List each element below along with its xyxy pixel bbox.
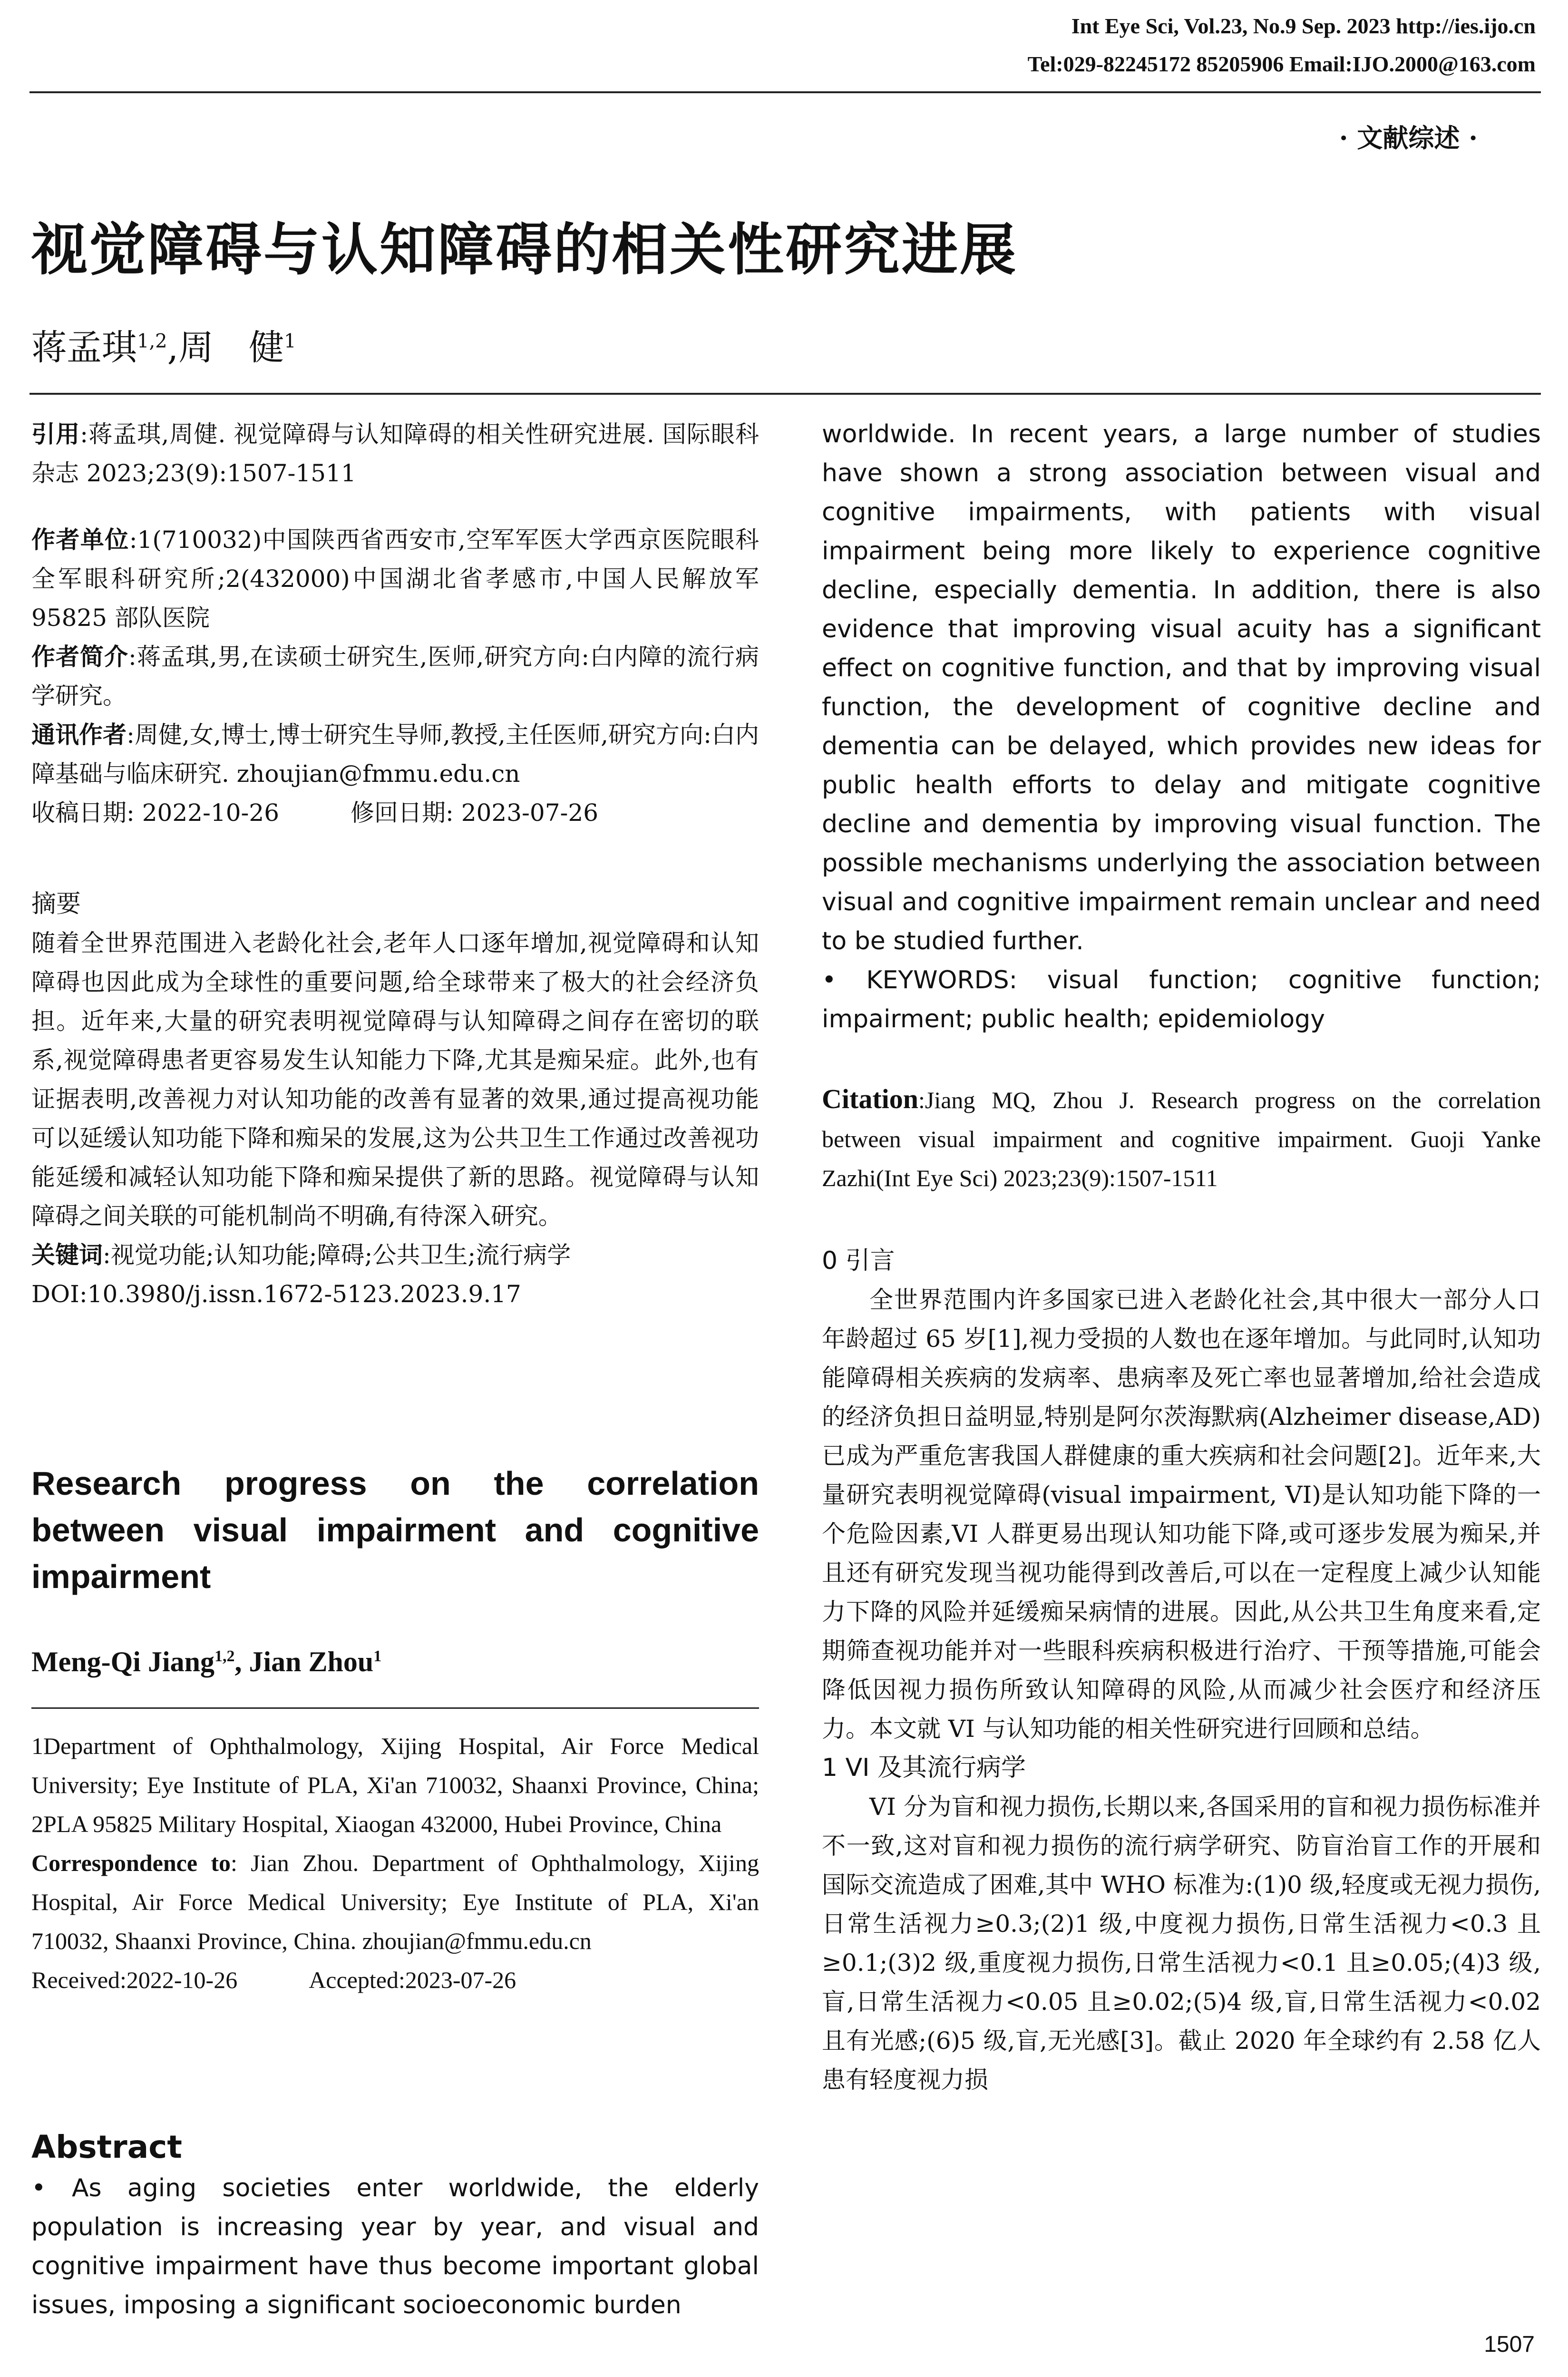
bio-zh — [31, 637, 759, 715]
citation-zh-text: :蒋孟琪,周健. 视觉障碍与认知障碍的相关性研究进展. 国际眼科杂志 2023;23(9):1507-1511 — [31, 420, 760, 487]
section-tag: · 文献综述 · — [1339, 123, 1478, 153]
article-title: 视觉障碍与认知障碍的相关性研究进展 — [31, 217, 1018, 283]
journal-header-line2: Tel:029-82245172 85205906 Email:IJO.2000@163.com — [1027, 52, 1536, 76]
author-2-affil: 1 — [284, 330, 296, 352]
english-author-1-affil: 1,2 — [214, 1647, 235, 1665]
title-rule — [29, 393, 1541, 395]
abstract-en — [31, 2126, 759, 2325]
journal-header-line1: Int Eye Sci, Vol.23, No.9 Sep. 2023 http://ies.ijo.cn — [1071, 14, 1536, 38]
abstract-en-body-start: • As aging societies enter worldwide, the elderly population is increasing year by year, and visual and cognitive impairment have thus become important global issues, imposing a significant socioeconomic burden — [31, 2169, 759, 2325]
english-title: Research progress on the correlation between visual impairment and cognitive impairment — [31, 1465, 759, 1595]
abstract-zh-heading: 摘要 — [31, 890, 81, 918]
section-0-text: 全世界范围内许多国家已进入老龄化社会,其中很大一部分人口年龄超过 65 岁[1],视力受损的人数也在逐年增加。与此同时,认知功能障碍相关疾病的发病率、患病率及死亡率也显著增加,给社会造成的经济负担日益明显,特别是阿尔茨海默病(Alzheimer disease,AD)已成为严重危害我国人群健康的重大疾病和社会问题[2]。近年来,大量研究表明视觉障碍(visual impairment, VI)是认知功能下降的一个危险因素,VI 人群更易出现认知功能下降,或可逐步发展为痴呆,并且还有研究发现当视功能得到改善后,可以在一定程度上减少认知能力下降的风险并延缓痴呆病情的进展。因此,从公共卫生角度来看,定期筛查视功能并对一些眼科疾病积极进行治疗、干预等措施,可能会降低因视力损伤所致认知障碍的风险,从而减少社会医疗和经济压力。本文就 VI 与认知功能的相关性研究进行回顾和总结。 — [822, 1286, 1541, 1743]
abstract-zh-body: 随着全世界范围进入老龄化社会,老年人口逐年增加,视觉障碍和认知障碍也因此成为全球性的重要问题,给全球带来了极大的社会经济负担。近年来,大量的研究表明视觉障碍与认知障碍之间存在密切的联系,视觉障碍患者更容易发生认知能力下降,尤其是痴呆症。此外,也有证据表明,改善视力对认知功能的改善有显著的效果,通过提高视功能可以延缓认知功能下降和痴呆的发展,这为公共卫生工作通过改善视功能延缓和减轻认知功能下降和痴呆提供了新的思路。视觉障碍与认知障碍之间关联的可能机制尚不明确,有待深入研究。 — [31, 929, 759, 1230]
correspondence-zh-label: 通讯作者 — [31, 721, 127, 749]
left-meta-block — [31, 415, 759, 832]
affiliation-zh-text: :1(710032)中国陕西省西安市,空军军医大学西京医院眼科 全军眼科研究所;2(432000)中国湖北省孝感市,中国人民解放军 95825 部队医院 — [31, 526, 760, 632]
english-correspondence-text: : Jian Zhou. Department of Ophthalmology, Xijing Hospital, Air Force Medical University; Eye Institute of PLA, Xi'an 710032, Shaanxi Province, China. zhoujian@fmmu.edu.cn — [31, 1850, 759, 1954]
abstract-en-heading: Abstract — [31, 2129, 182, 2165]
section-0-heading: 0 引言 — [822, 1247, 895, 1275]
english-authors-rule — [31, 1707, 759, 1709]
citation-zh — [31, 415, 759, 493]
keywords-en: • KEYWORDS: visual function; cognitive function; impairment; public health; epidemiology — [822, 961, 1541, 1039]
keywords-zh-text: :视觉功能;认知功能;障碍;公共卫生;流行病学 — [103, 1241, 571, 1269]
body-section-0 — [822, 1241, 1541, 2099]
english-meta-block — [31, 1726, 759, 1999]
doi: DOI:10.3980/j.issn.1672-5123.2023.9.17 — [31, 1280, 521, 1308]
bio-zh-label: 作者简介 — [31, 643, 128, 671]
english-affiliation: 1Department of Ophthalmology, Xijing Hospital, Air Force Medical University; Eye Institute of PLA, Xi'an 710032, Shaanxi Province, China; 2PLA 95825 Military Hospital, Xiaogan 432000, Hubei Province, China — [31, 1733, 759, 1837]
correspondence-zh-text: :周健,女,博士,博士研究生导师,教授,主任医师,研究方向:白内障基础与临床研究. zhoujian@fmmu.edu.cn — [31, 721, 759, 788]
english-dates: Received:2022-10-26 Accepted:2023-07-26 — [31, 1967, 516, 1993]
correspondence-zh — [31, 715, 759, 793]
dates-zh: 收稿日期: 2022-10-26 修回日期: 2023-07-26 — [31, 799, 599, 827]
abstract-zh — [31, 885, 759, 1314]
citation-zh-label: 引用 — [31, 420, 80, 448]
page-number: 1507 — [1484, 2332, 1535, 2357]
section-1-heading: 1 VI 及其流行病学 — [822, 1754, 1026, 1782]
bio-zh-text: :蒋孟琪,男,在读硕士研究生,医师,研究方向:白内障的流行病学研究。 — [31, 643, 759, 710]
english-correspondence — [31, 1843, 759, 1960]
author-line — [31, 320, 296, 370]
english-author-2-affil: 1 — [373, 1647, 382, 1665]
keywords-zh-label: 关键词 — [31, 1241, 103, 1269]
keywords-zh — [31, 1236, 759, 1275]
author-1: 蒋孟琪 — [31, 327, 137, 368]
abstract-en-body-cont: worldwide. In recent years, a large number of studies have shown a strong association between visual and cognitive impairments, with patients with visual impairment being more likely to experience cognitive decline, especially dementia. In addition, there is also evidence that improving visual acuity has a significant effect on cognitive function, and that by improving visual function, the development of cognitive decline and dementia can be delayed, which provides new ideas for public health efforts to delay and mitigate cognitive decline and dementia by improving visual function. The possible mechanisms underlying the association between visual and cognitive impairment remain unclear and need to be studied further. — [822, 420, 1541, 955]
author-1-affil: 1,2 — [137, 330, 167, 352]
citation-en-text: :Jiang MQ, Zhou J. Research progress on the correlation between visual impairment and cognitive impairment. Guoji Yanke Zazhi(Int Eye Sci) 2023;23(9):1507-1511 — [822, 1087, 1541, 1191]
english-author-2: , Jian Zhou — [234, 1646, 374, 1677]
affiliation-zh-label: 作者单位 — [31, 526, 129, 554]
affiliation-zh — [31, 520, 759, 637]
citation-en — [822, 1080, 1541, 1198]
section-1-text: VI 分为盲和视力损伤,长期以来,各国采用的盲和视力损伤标准并不一致,这对盲和视力损伤的流行病学研究、防盲治盲工作的开展和国际交流造成了困难,其中 WHO 标准为:(1)0 级,轻度或无视力损伤,日常生活视力≥0.3;(2)1 级,中度视力损伤,日常生活视力<0.3 且≥0.1;(3)2 级,重度视力损伤,日常生活视力<0.1 且≥0.05;(4)3 级,盲,日常生活视力<0.05 且≥0.02;(5)4 级,盲,日常生活视力<0.02 且有光感;(6)5 级,盲,无光感[3]。截止 2020 年全球约有 2.58 亿人患有轻度视力损 — [822, 1793, 1541, 2094]
header-rule — [29, 91, 1541, 93]
abstract-en-continued — [822, 415, 1541, 1039]
english-author-1: Meng-Qi Jiang — [31, 1646, 214, 1677]
author-2: 周 健 — [178, 327, 284, 368]
english-correspondence-label: Correspondence to — [31, 1850, 231, 1876]
english-authors — [31, 1646, 759, 1678]
citation-en-label: Citation — [822, 1083, 918, 1114]
author-separator: , — [167, 327, 179, 368]
